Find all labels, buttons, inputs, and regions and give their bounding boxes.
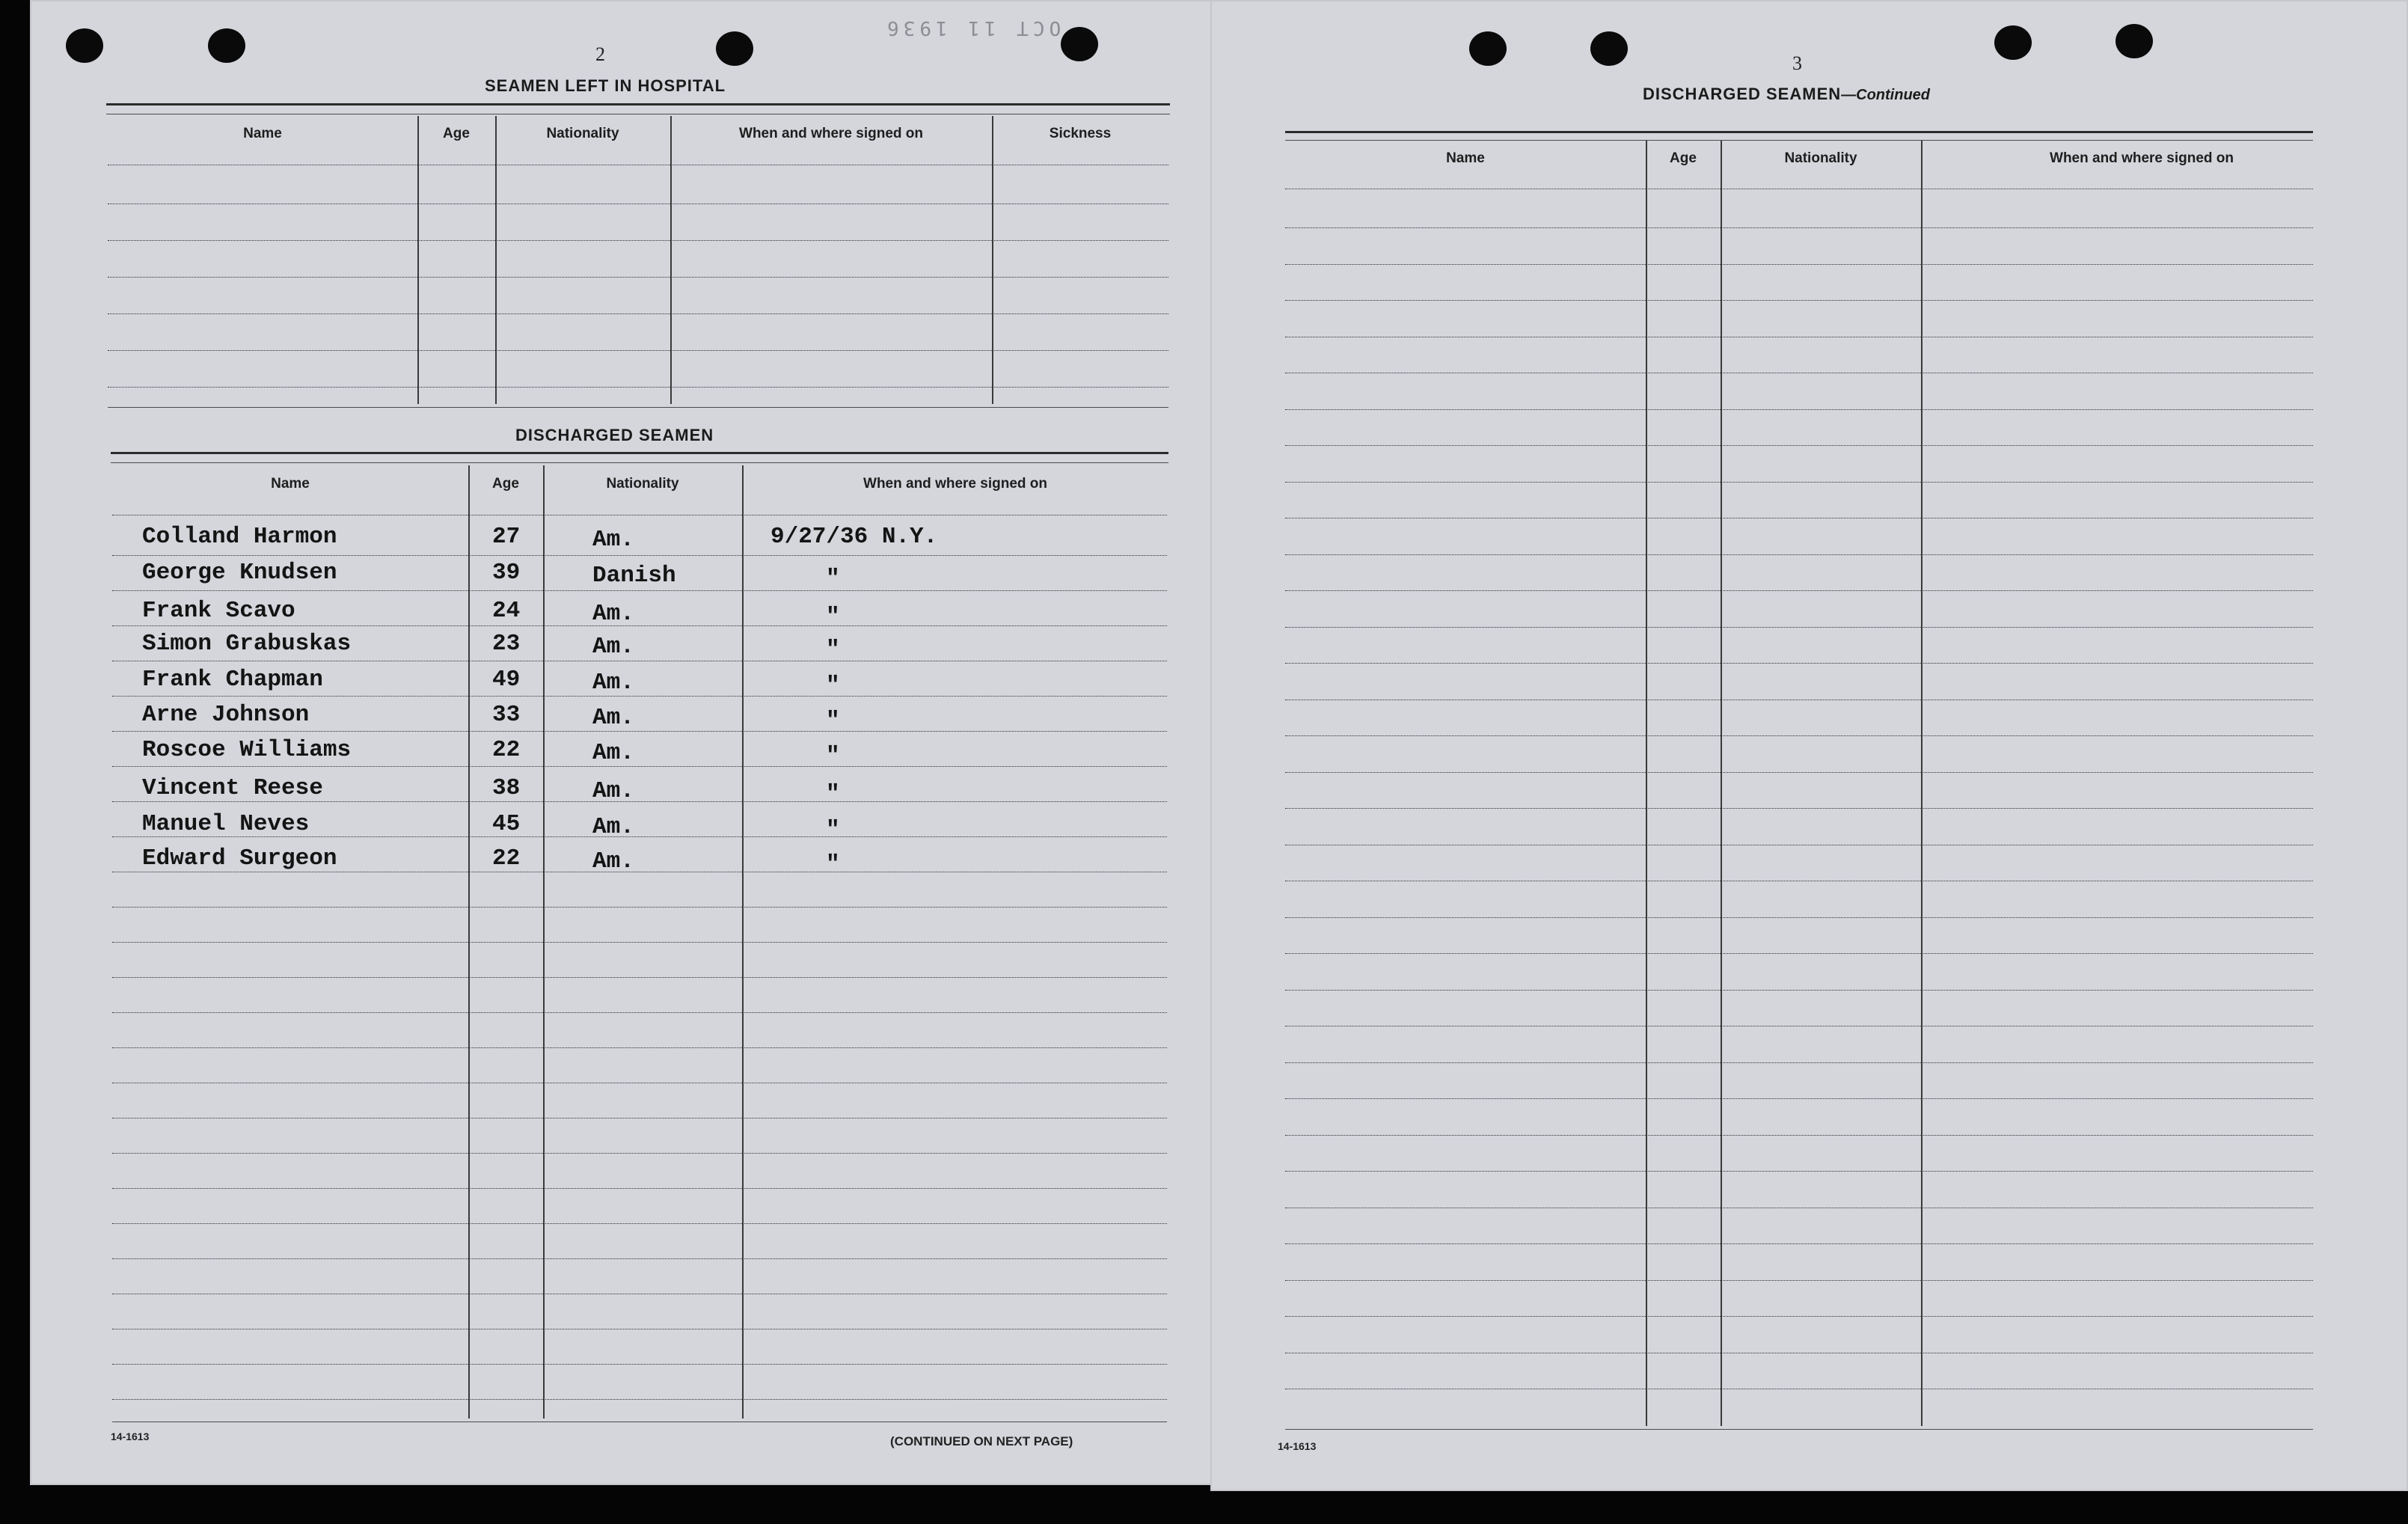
seaman-age: 24	[492, 598, 521, 624]
left-page	[30, 0, 1213, 1485]
form-number: 14-1613	[111, 1430, 150, 1442]
column-header: Age	[443, 126, 470, 141]
table-row-rule	[112, 1223, 1167, 1224]
rule	[1285, 140, 2313, 141]
table-row-rule	[112, 1047, 1167, 1048]
table-row-rule	[1285, 1098, 2313, 1099]
table-row-rule	[1285, 917, 2313, 918]
seaman-name: Frank Scavo	[142, 598, 295, 624]
seaman-signed-on: "	[826, 781, 840, 807]
seaman-nationality: Am.	[592, 527, 634, 553]
table-row-rule	[112, 942, 1167, 943]
column-header: Nationality	[1784, 150, 1857, 166]
table-row-rule	[112, 1364, 1167, 1365]
table-row-rule	[1285, 409, 2313, 410]
table-row-rule	[1285, 300, 2313, 301]
column-divider	[992, 116, 993, 404]
received-stamp: OCT 11 1936	[883, 16, 1061, 39]
seaman-nationality: Am.	[592, 670, 634, 696]
seaman-age: 49	[492, 667, 521, 693]
continued-note: (CONTINUED ON NEXT PAGE)	[890, 1434, 1073, 1448]
seaman-nationality: Am.	[592, 778, 634, 804]
seaman-age: 45	[492, 811, 521, 837]
seaman-name: George Knudsen	[142, 560, 337, 586]
table-row-rule	[112, 590, 1167, 591]
table-row-rule	[1285, 953, 2313, 954]
seaman-age: 38	[492, 775, 521, 801]
table-row-rule	[108, 387, 1168, 388]
column-header: Name	[271, 476, 310, 492]
table-row-rule	[108, 203, 1168, 204]
column-header: Nationality	[546, 126, 619, 141]
seaman-signed-on: "	[826, 604, 840, 630]
right-page	[1210, 0, 2408, 1491]
column-header: Name	[1446, 150, 1485, 166]
column-divider	[417, 116, 419, 404]
punch-hole	[1590, 31, 1628, 66]
table-row-rule	[112, 977, 1167, 978]
discharged-continued-title	[1643, 85, 1930, 104]
column-header: Sickness	[1049, 126, 1112, 141]
seaman-nationality: Am.	[592, 740, 634, 766]
table-row-rule	[112, 801, 1167, 802]
punch-hole	[2116, 24, 2153, 58]
table-row-rule	[1285, 482, 2313, 483]
page-number: 2	[595, 43, 605, 65]
seaman-age: 33	[492, 702, 521, 728]
punch-hole	[716, 31, 753, 66]
seaman-signed-on: "	[826, 566, 840, 592]
seaman-age: 39	[492, 560, 521, 586]
seaman-signed-on: "	[826, 817, 840, 843]
column-divider	[670, 116, 672, 404]
table-row-rule	[1285, 1243, 2313, 1244]
hospital-section-title: SEAMEN LEFT IN HOSPITAL	[485, 76, 726, 95]
seaman-nationality: Am.	[592, 814, 634, 840]
column-header: Age	[492, 476, 519, 492]
column-header: When and where signed on	[863, 476, 1047, 492]
table-bottom-rule	[1285, 1429, 2313, 1430]
table-row-rule	[1285, 772, 2313, 773]
table-row-rule	[1285, 554, 2313, 555]
seaman-signed-on: 9/27/36 N.Y.	[771, 524, 938, 550]
column-header: Nationality	[606, 476, 679, 492]
table-row-rule	[108, 277, 1168, 278]
table-row-rule	[1285, 808, 2313, 809]
punch-hole	[1061, 27, 1098, 61]
page-number: 3	[1792, 52, 1802, 74]
punch-hole	[208, 28, 245, 63]
table-row-rule	[112, 731, 1167, 732]
seaman-nationality: Am.	[592, 705, 634, 731]
table-row-rule	[1285, 1316, 2313, 1317]
column-header: Name	[243, 126, 282, 141]
table-row-rule	[1285, 590, 2313, 591]
form-number: 14-1613	[1278, 1440, 1317, 1452]
table-row-rule	[112, 907, 1167, 908]
seaman-nationality: Am.	[592, 634, 634, 660]
table-row-rule	[1285, 663, 2313, 664]
title-suffix: —Continued	[1841, 87, 1931, 103]
table-row-rule	[1285, 264, 2313, 265]
seaman-name: Edward Surgeon	[142, 845, 337, 872]
discharged-section-title: DISCHARGED SEAMEN	[515, 426, 714, 444]
punch-hole	[1469, 31, 1507, 66]
seaman-signed-on: "	[826, 673, 840, 699]
rule	[106, 103, 1170, 105]
seaman-nationality: Danish	[592, 563, 676, 589]
seaman-signed-on: "	[826, 851, 840, 878]
column-divider	[495, 116, 497, 404]
table-row-rule	[112, 1153, 1167, 1154]
seaman-age: 23	[492, 631, 521, 657]
seaman-name: Vincent Reese	[142, 775, 323, 801]
table-row-rule	[1285, 1135, 2313, 1136]
column-divider	[1921, 141, 1923, 1426]
seaman-nationality: Am.	[592, 848, 634, 875]
column-divider	[1646, 141, 1647, 1426]
column-header: When and where signed on	[739, 126, 923, 141]
seaman-signed-on: "	[826, 708, 840, 734]
table-row-rule	[108, 240, 1168, 241]
seaman-name: Simon Grabuskas	[142, 631, 352, 657]
table-row-rule	[1285, 627, 2313, 628]
table-row-rule	[112, 1258, 1167, 1259]
seaman-name: Roscoe Williams	[142, 737, 352, 763]
rule	[111, 452, 1168, 454]
column-header: When and where signed on	[2050, 150, 2234, 166]
seaman-age: 22	[492, 737, 521, 763]
title-text: DISCHARGED SEAMEN	[1643, 85, 1842, 103]
table-row-rule	[112, 555, 1167, 556]
table-row-rule	[1285, 227, 2313, 228]
rule	[111, 462, 1168, 463]
table-row-rule	[1285, 445, 2313, 446]
column-divider	[1721, 141, 1722, 1426]
table-row-rule	[112, 625, 1167, 626]
seaman-age: 27	[492, 524, 521, 550]
table-row-rule	[1285, 1062, 2313, 1063]
table-row-rule	[108, 350, 1168, 351]
rule	[1285, 131, 2313, 133]
table-row-rule	[112, 696, 1167, 697]
table-row-rule	[1285, 990, 2313, 991]
table-row-rule	[1285, 1280, 2313, 1281]
punch-hole	[1994, 25, 2032, 60]
seaman-age: 22	[492, 845, 521, 872]
seaman-signed-on: "	[826, 743, 840, 769]
table-row-rule	[1285, 1171, 2313, 1172]
punch-hole	[66, 28, 103, 63]
table-row-rule	[112, 1399, 1167, 1400]
table-row-rule	[112, 1012, 1167, 1013]
seaman-nationality: Am.	[592, 601, 634, 627]
table-row-rule	[1285, 735, 2313, 736]
seaman-name: Colland Harmon	[142, 524, 337, 550]
table-row-rule	[112, 766, 1167, 767]
seaman-signed-on: "	[826, 637, 840, 663]
seaman-name: Frank Chapman	[142, 667, 323, 693]
table-bottom-rule	[108, 407, 1168, 408]
table-row-rule	[108, 313, 1168, 314]
seaman-name: Manuel Neves	[142, 811, 310, 837]
column-header: Age	[1670, 150, 1697, 166]
seaman-name: Arne Johnson	[142, 702, 310, 728]
table-row-rule	[112, 1188, 1167, 1189]
